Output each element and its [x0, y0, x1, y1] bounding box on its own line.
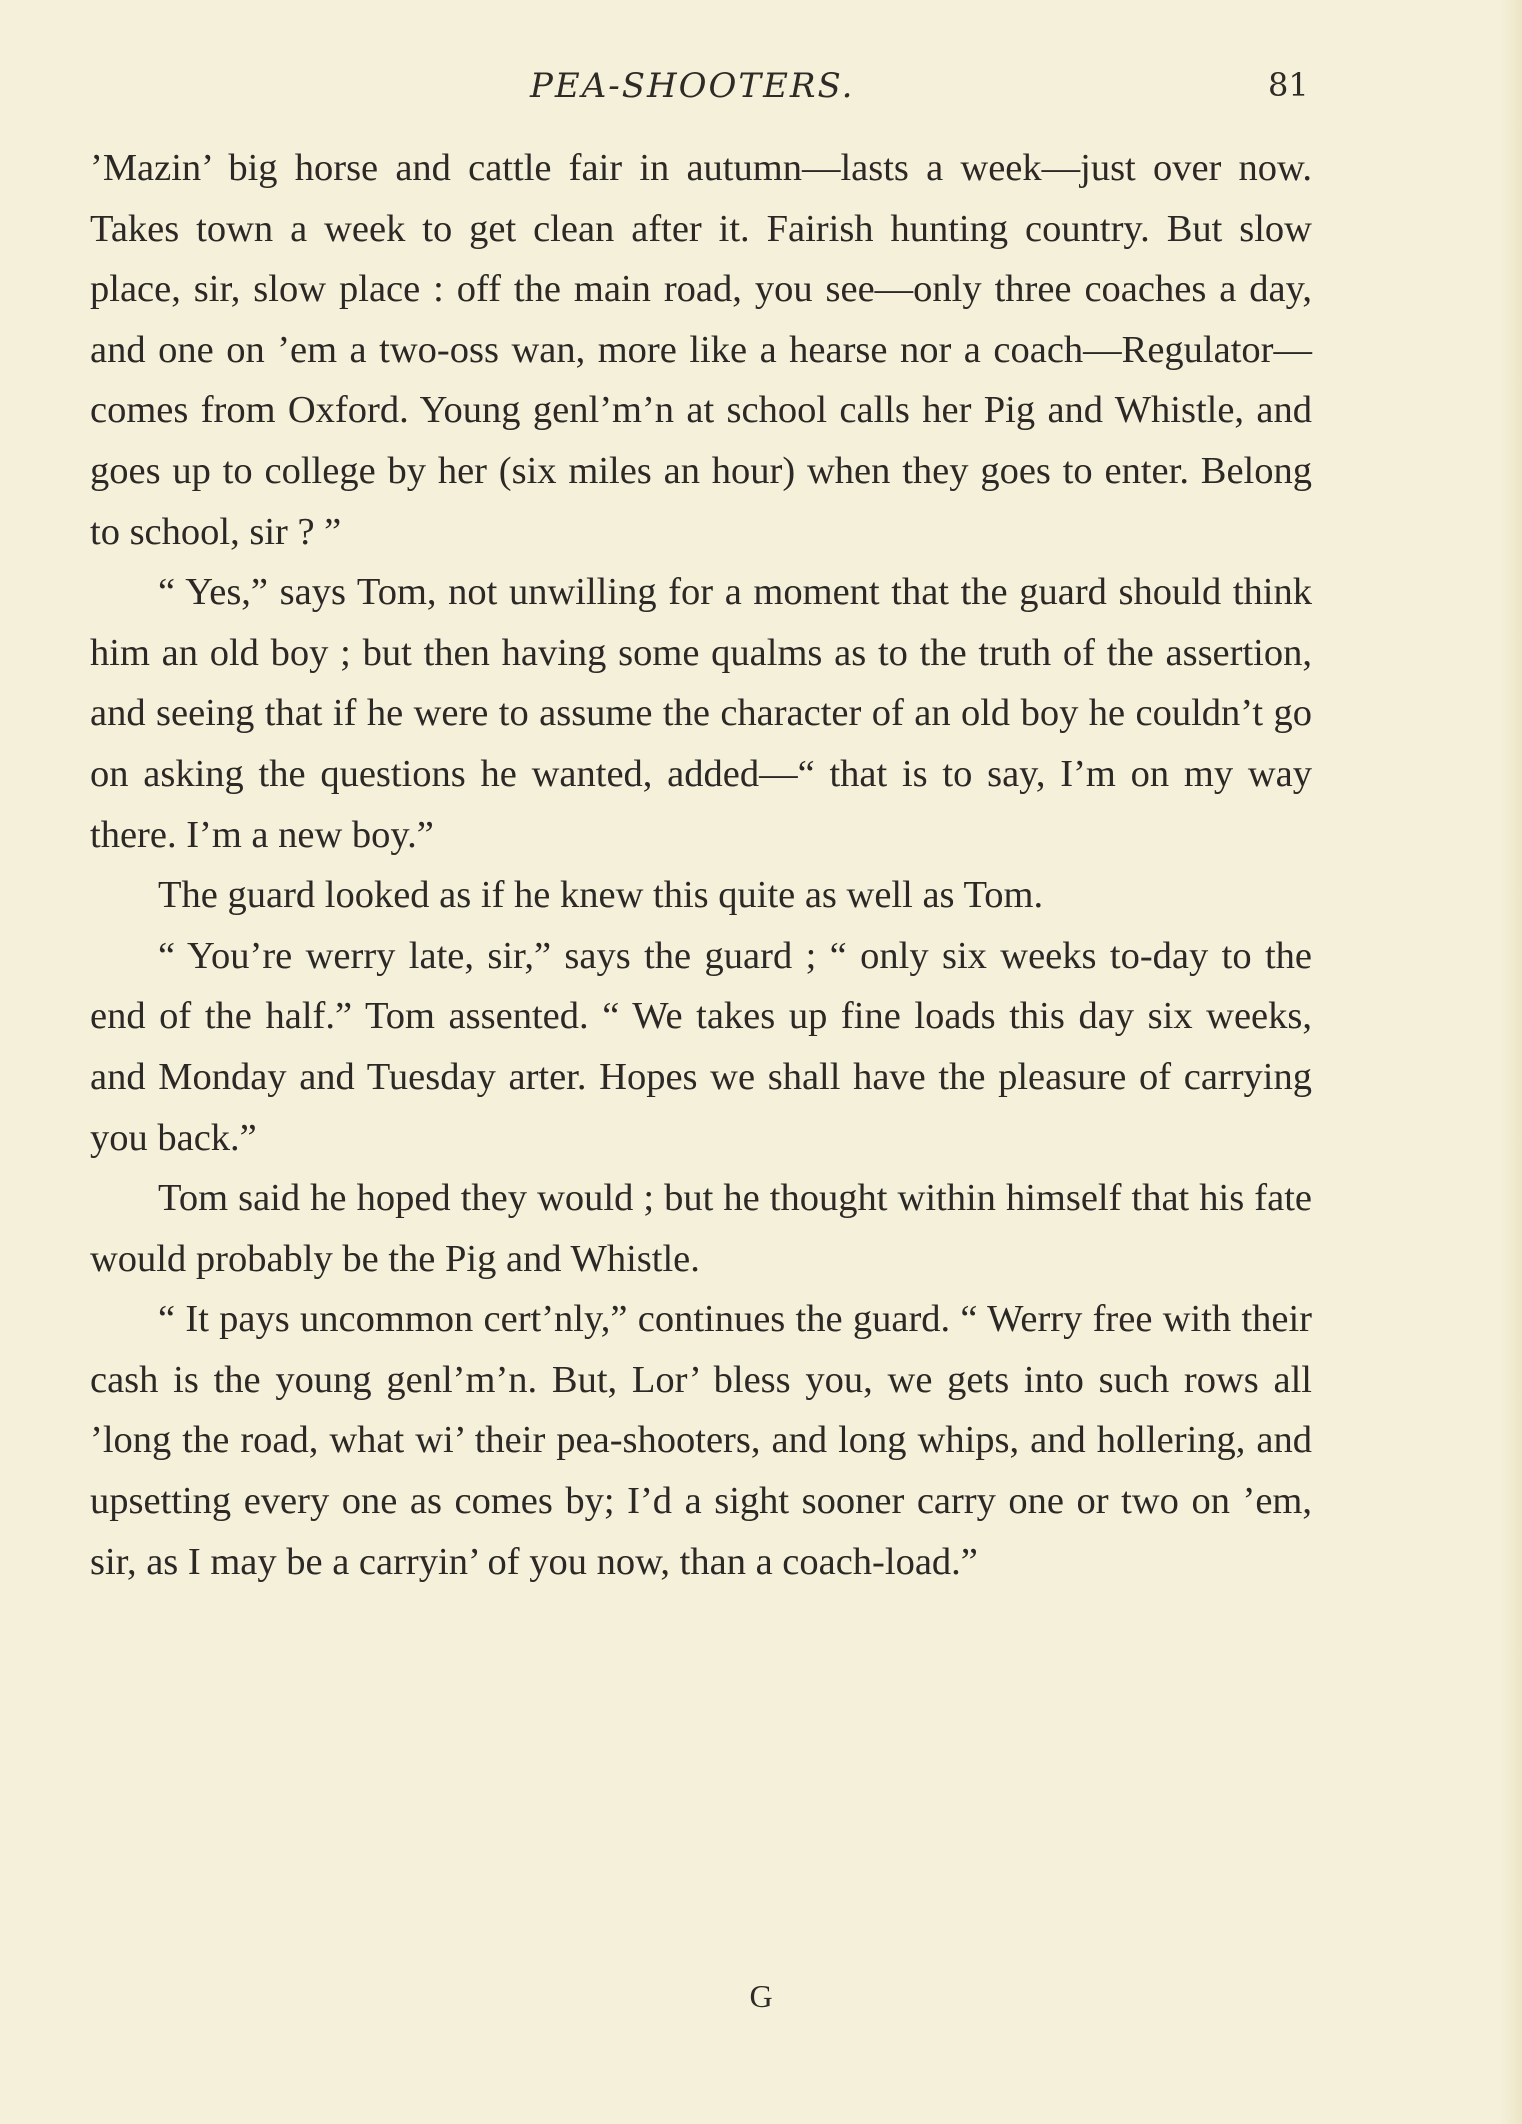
paragraph-continued: ’Mazin’ big horse and cattle fair in autumn—lasts a week—just over now. Takes town a week to get clean after it. Fairish hunting country. But slow place, sir, slow place : off the main road, you see—only three coaches a day, and one on ’em a two-oss wan, more like a hearse nor a coach—Regulator—comes from Oxford. Young genl’m’n at school calls her Pig and Whistle, and goes up to college by her (six miles an hour) when they goes to enter. Belong to school, sir ? ”: [90, 147, 1312, 553]
page-gutter-shadow: [1500, 0, 1522, 2124]
paragraph: “ Yes,” says Tom, not unwilling for a moment that the guard should think him an old boy ; but then having some qualms as to the truth of the assertion, and seeing that if he were to assume the character of an old boy he couldn’t go on asking the questions he wanted, added—“ that is to say, I’m on my way there. I’m a new boy.”: [90, 571, 1312, 856]
page-number: 81: [1268, 66, 1309, 104]
page-header: [0, 66, 1522, 116]
paragraph: “ It pays uncommon cert’nly,” continues the guard. “ Werry free with their cash is the young genl’m’n. But, Lor’ bless you, we gets into such rows all ’long the road, what wi’ their pea-shooters, and long whips, and hollering, and upsetting every one as comes by; I’d a sight sooner carry one or two on ’em, sir, as I may be a carryin’ of you now, than a coach-load.”: [90, 1298, 1312, 1583]
signature-mark: G: [749, 1978, 773, 2014]
paragraph: Tom said he hoped they would ; but he thought within himself that his fate would probably be the Pig and Whistle.: [90, 1177, 1312, 1280]
body-text: [90, 138, 1312, 1592]
paragraph: The guard looked as if he knew this quite as well as Tom.: [158, 874, 1044, 917]
paragraph: “ You’re werry late, sir,” says the guard ; “ only six weeks to-day to the end of the half.” Tom assented. “ We takes up fine loads this day six weeks, and Monday and Tuesday arter. Hopes we shall have the pleasure of carrying you back.”: [90, 934, 1312, 1159]
running-title: PEA-SHOOTERS.: [530, 66, 855, 106]
